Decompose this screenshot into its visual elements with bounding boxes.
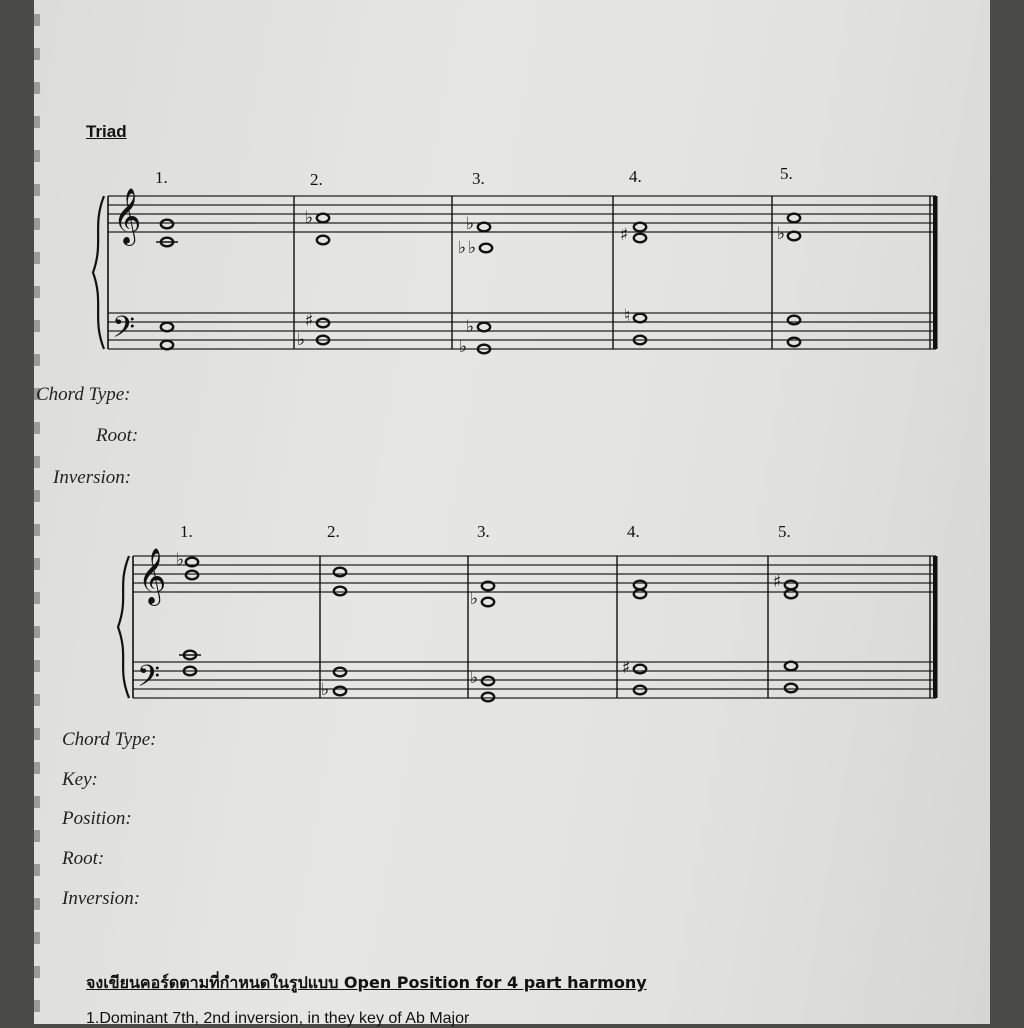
- seventh-key-label: Key:: [62, 769, 98, 790]
- triad-measure-number-2: 2.: [310, 170, 323, 189]
- whole-note-icon: [785, 662, 797, 671]
- whole-note-icon: [334, 587, 346, 596]
- triad-measure-number-1: 1.: [155, 168, 168, 187]
- seventh-measure-number-1: 1.: [180, 522, 193, 541]
- whole-note-icon: [161, 220, 173, 229]
- triad-measure-number-3: 3.: [472, 169, 485, 188]
- whole-note-icon: [788, 316, 800, 325]
- whole-note-icon: [161, 323, 173, 332]
- whole-note-icon: [478, 223, 490, 232]
- flat-icon: ♭: [296, 330, 306, 350]
- whole-note-icon: [634, 223, 646, 232]
- whole-note-icon: [634, 234, 646, 243]
- seventh-measure-number-3: 3.: [477, 522, 490, 541]
- brace-icon: [118, 556, 129, 698]
- seventh-position-label: Position:: [62, 808, 132, 829]
- flat-icon: ♭: [175, 550, 185, 570]
- seventh-measure-number-4: 4.: [627, 522, 640, 541]
- whole-note-icon: [634, 590, 646, 599]
- natural-icon: ♮: [623, 306, 631, 326]
- flat-icon: ♭: [457, 238, 467, 258]
- seventh-root-label: Root:: [62, 848, 105, 869]
- whole-note-icon: [785, 684, 797, 693]
- section-title-triad: Triad: [86, 122, 127, 141]
- bass-clef-icon: 𝄢: [112, 311, 136, 352]
- whole-note-icon: [317, 319, 329, 328]
- triad-root-label: Root:: [96, 425, 139, 446]
- whole-note-icon: [317, 236, 329, 245]
- sharp-icon: ♯: [619, 225, 629, 245]
- instruction-item-1: 1.Dominant 7th, 2nd inversion, in they key of Ab Major: [86, 1010, 470, 1027]
- triad-chord-type-label: Chord Type:: [36, 384, 131, 405]
- sharp-icon: ♯: [772, 572, 782, 592]
- sharp-icon: ♯: [304, 311, 314, 331]
- flat-icon: ♭: [304, 208, 314, 228]
- whole-note-icon: [317, 214, 329, 223]
- whole-note-icon: [482, 693, 494, 702]
- whole-note-icon: [788, 338, 800, 347]
- flat-icon: ♭: [776, 224, 786, 244]
- whole-note-icon: [334, 568, 346, 577]
- whole-note-icon: [634, 665, 646, 674]
- final-barline-thick: [933, 556, 938, 698]
- whole-note-icon: [788, 232, 800, 241]
- seventh-chord-type-label: Chord Type:: [62, 729, 157, 750]
- whole-note-icon: [785, 581, 797, 590]
- whole-note-icon: [634, 314, 646, 323]
- flat-icon: ♭: [320, 680, 330, 700]
- triad-measure-number-5: 5.: [780, 164, 793, 183]
- flat-icon: ♭: [465, 317, 475, 337]
- treble-clef-icon: 𝄞: [138, 548, 167, 604]
- whole-note-icon: [480, 244, 492, 253]
- final-barline-thick: [933, 196, 938, 349]
- seventh-measure-number-2: 2.: [327, 522, 340, 541]
- whole-note-icon: [788, 214, 800, 223]
- whole-note-icon: [634, 686, 646, 695]
- seventh-measure-number-5: 5.: [778, 522, 791, 541]
- flat-icon: ♭: [469, 589, 479, 609]
- whole-note-icon: [634, 581, 646, 590]
- whole-note-icon: [785, 590, 797, 599]
- whole-note-icon: [482, 598, 494, 607]
- seventh-inversion-label: Inversion:: [62, 888, 141, 909]
- bass-clef-icon: 𝄢: [137, 660, 161, 701]
- instruction-heading: จงเขียนคอร์ดตามที่กำหนดในรูปแบบ Open Position for 4 part harmony: [86, 973, 647, 992]
- whole-note-icon: [186, 571, 198, 580]
- flat-icon: ♭: [467, 238, 477, 258]
- triad-inversion-label: Inversion:: [53, 467, 132, 488]
- flat-icon: ♭: [465, 214, 475, 234]
- whole-note-icon: [161, 341, 173, 350]
- whole-note-icon: [478, 323, 490, 332]
- whole-note-icon: [334, 687, 346, 696]
- brace-icon: [93, 196, 104, 349]
- treble-clef-icon: 𝄞: [113, 188, 142, 244]
- flat-icon: ♭: [469, 668, 479, 688]
- whole-note-icon: [482, 677, 494, 686]
- whole-note-icon: [334, 668, 346, 677]
- triad-measure-number-4: 4.: [629, 167, 642, 186]
- sharp-icon: ♯: [621, 658, 631, 678]
- flat-icon: ♭: [458, 337, 468, 357]
